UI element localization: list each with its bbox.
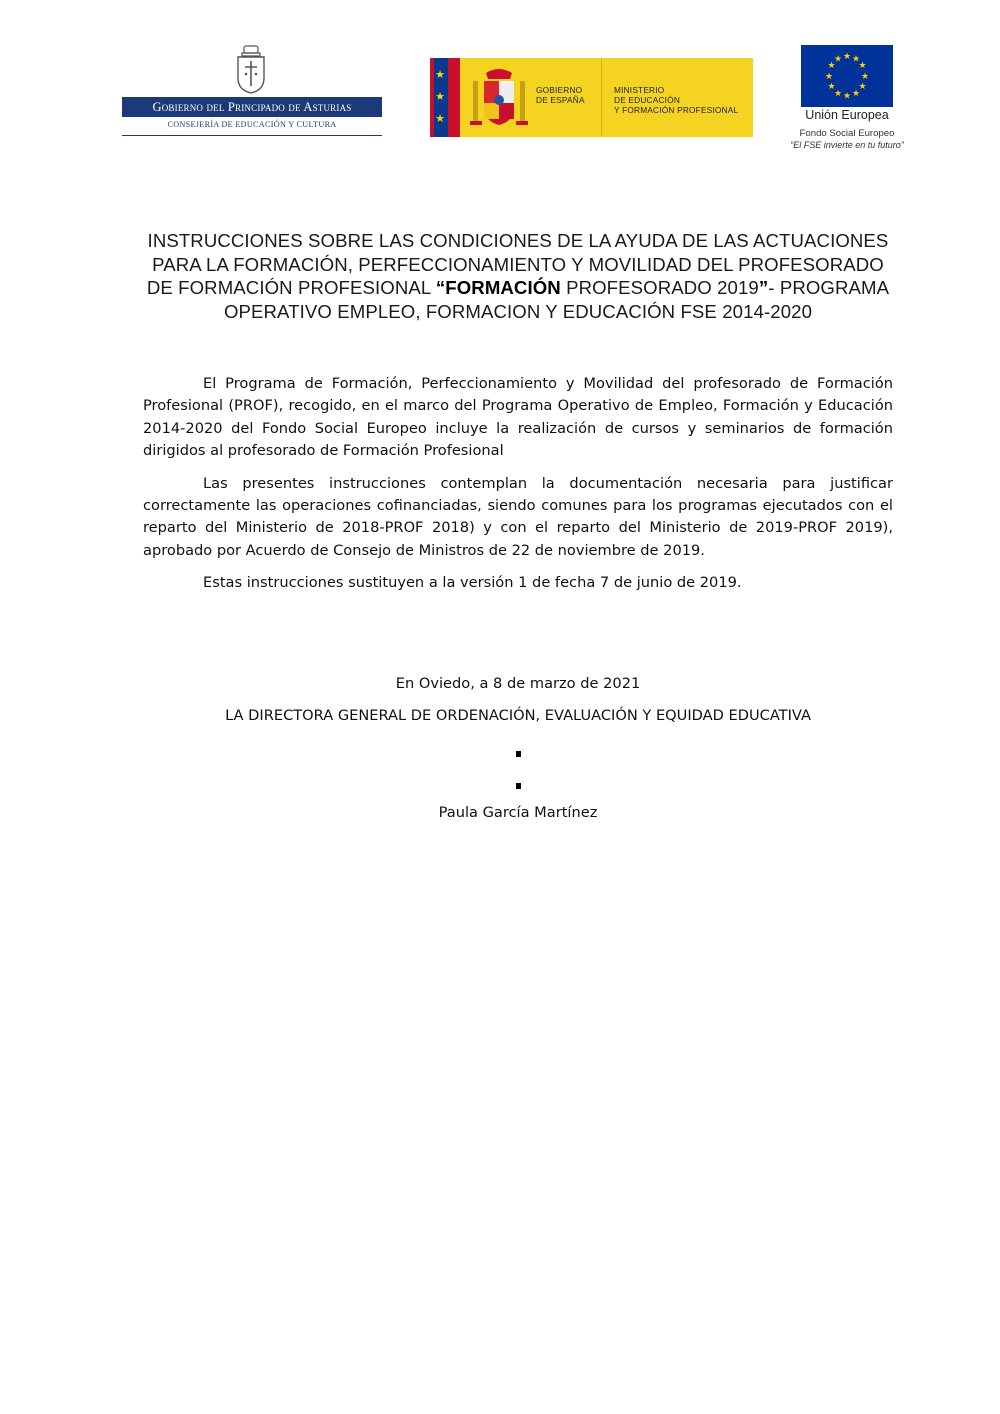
signature-block: [143, 673, 893, 834]
svg-text:★: ★: [842, 52, 852, 62]
svg-text:★: ★: [824, 72, 834, 82]
asturias-department: CONSEJERÍA DE EDUCACIÓN Y CULTURA: [167, 120, 337, 129]
place-date: En Oviedo, a 8 de marzo de 2021: [395, 675, 641, 692]
svg-text:★: ★: [851, 89, 861, 99]
asturias-crest-icon: [232, 44, 270, 94]
svg-text:★: ★: [858, 61, 867, 71]
star-icon: ★: [435, 113, 445, 125]
star-icon: ★: [435, 91, 445, 103]
eu-title: Unión Europea: [805, 108, 889, 122]
asturias-government-logo: [122, 44, 382, 140]
asturias-name: Gobierno del Principado de Asturias: [122, 97, 382, 117]
eu-flag-icon: [801, 45, 893, 107]
spain-divider: [601, 58, 602, 137]
document-body: [143, 373, 893, 605]
svg-text:★: ★: [860, 72, 870, 82]
european-union-logo: [780, 44, 920, 154]
svg-text:★: ★: [833, 54, 843, 65]
signature-mark: [143, 770, 893, 802]
eu-motto: “El FSE invierte en tu futuro”: [790, 140, 904, 150]
spain-government-text: GOBIERNO DE ESPAÑA: [536, 85, 585, 105]
document-title: INSTRUCCIONES SOBRE LAS CONDICIONES DE LA AYUDA DE LAS ACTUACIONES PARA LA FORMACIÓN, PERFECCIONAMIENTO Y MOVILIDAD DEL PROFESORADO DE FORMACIÓN PROFESIONAL “FORMACIÓN PROFESORADO 2019”- PROGRAMA OPERATIVO EMPLEO, FORMACION Y EDUCACIÓN FSE 2014-2020: [146, 230, 890, 322]
signer-role: LA DIRECTORA GENERAL DE ORDENACIÓN, EVALUACIÓN Y EQUIDAD EDUCATIVA: [225, 707, 811, 725]
svg-text:★: ★: [827, 82, 836, 92]
spain-flag-stripe: [430, 58, 460, 137]
eu-fund: Fondo Social Europeo: [799, 128, 895, 139]
paragraph: El Programa de Formación, Perfeccionamiento y Movilidad del profesorado de Formación Profesional (PROF), recogido, en el marco del Programa Operativo de Empleo, Formación y Educación 2014-2020 del Fondo Social Europeo incluye la realización de cursos y seminarios de formación dirigidos al profesorado de Formación Profesional: [143, 375, 893, 460]
svg-text:★: ★: [858, 82, 867, 92]
spain-ministry-text: MINISTERIO DE EDUCACIÓN Y FORMACIÓN PROFESIONAL: [614, 85, 739, 115]
svg-text:★: ★: [842, 91, 852, 102]
asturias-rule: [122, 135, 382, 136]
spain-government-logo: [430, 58, 753, 137]
paragraph: Las presentes instrucciones contemplan la documentación necesaria para justificar correctamente las operaciones cofinanciadas, siendo comunes para los programas ejecutados con el reparto del Ministerio de 2018-PROF 2018) y con el reparto del Ministerio de 2019-PROF 2019), aprobado por Acuerdo de Consejo de Ministros de 22 de noviembre de 2019.: [143, 474, 893, 559]
signature-mark: [143, 738, 893, 770]
star-icon: ★: [435, 69, 445, 81]
svg-text:★: ★: [833, 89, 843, 99]
spain-coat-of-arms-icon: [470, 67, 528, 129]
signer-name: Paula García Martínez: [438, 803, 598, 821]
paragraph: Estas instrucciones sustituyen a la versión 1 de fecha 7 de junio de 2019.: [203, 574, 742, 592]
svg-text:★: ★: [851, 54, 861, 65]
svg-text:★: ★: [827, 61, 836, 71]
